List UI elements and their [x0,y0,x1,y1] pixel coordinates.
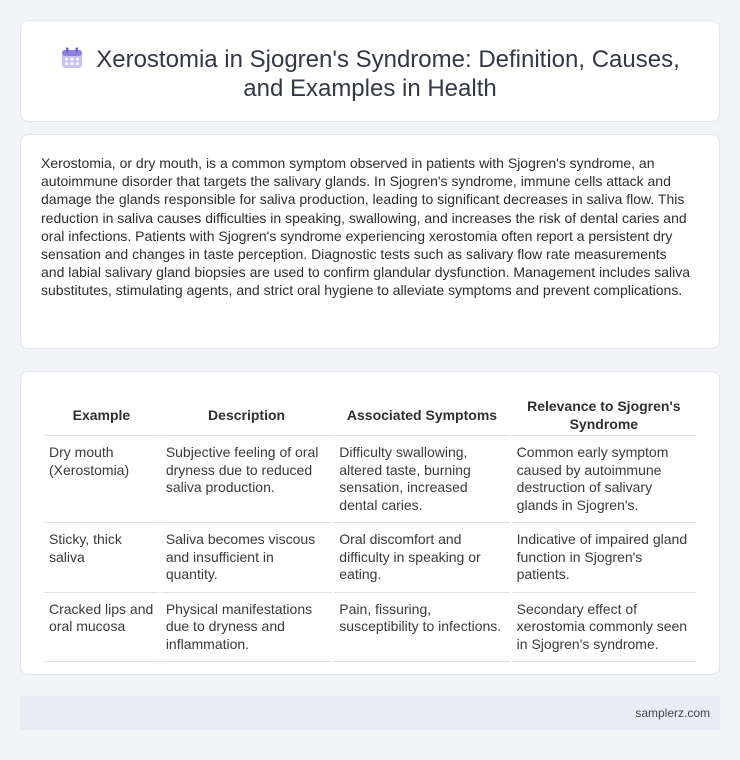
cell-relevance: Common early symptom caused by autoimmune destruction of salivary glands in Sjogren's. [512,438,696,523]
title-line-2: and Examples in Health [243,75,497,102]
title-line-1: Xerostomia in Sjogren's Syndrome: Definition, Causes, [96,46,680,73]
table-header-row [44,396,696,436]
header-associated-symptoms: Associated Symptoms [334,396,509,436]
cell-description: Subjective feeling of oral dryness due to reduced saliva production. [161,438,332,523]
cell-symptoms: Pain, fissuring, susceptibility to infections. [334,595,509,663]
cell-relevance: Indicative of impaired gland function in Sjogren's patients. [512,525,696,593]
cell-description: Physical manifestations due to dryness and inflammation. [161,595,332,663]
calendar-icon [60,46,84,70]
table-row [44,438,696,523]
table-row [44,595,696,663]
intro-card [20,134,720,349]
table-row [44,525,696,593]
cell-example: Sticky, thick saliva [44,525,159,593]
title-card [20,20,720,122]
page-title [21,45,719,103]
intro-paragraph: Xerostomia, or dry mouth, is a common symptom observed in patients with Sjogren's syndrome, an autoimmune disorder that targets the salivary glands. In Sjogren's syndrome, immune cells attack and damage the glands responsible for saliva production, leading to significant decreases in saliva flow. This reduction in saliva causes difficulties in speaking, swallowing, and increases the risk of dental caries and oral infections. Patients with Sjogren's syndrome experiencing xerostomia often report a persistent dry sensation and changes in taste perception. Diagnostic tests such as salivary flow rate measurements and labial salivary gland biopsies are used to confirm glandular dysfunction. Management includes saliva substitutes, stimulating agents, and strict oral hygiene to alleviate symptoms and prevent complications. [41,155,691,299]
header-example: Example [44,396,159,436]
cell-symptoms: Oral discomfort and difficulty in speaking or eating. [334,525,509,593]
cell-description: Saliva becomes viscous and insufficient in quantity. [161,525,332,593]
cell-relevance: Secondary effect of xerostomia commonly seen in Sjogren's syndrome. [512,595,696,663]
examples-card [20,371,720,675]
cell-symptoms: Difficulty swallowing, altered taste, burning sensation, increased dental caries. [334,438,509,523]
header-relevance: Relevance to Sjogren's Syndrome [512,396,696,436]
footer [20,696,720,730]
cell-example: Dry mouth (Xerostomia) [44,438,159,523]
footer-site-link[interactable]: samplerz.com [635,706,710,720]
header-description: Description [161,396,332,436]
examples-table [42,394,698,664]
cell-example: Cracked lips and oral mucosa [44,595,159,663]
